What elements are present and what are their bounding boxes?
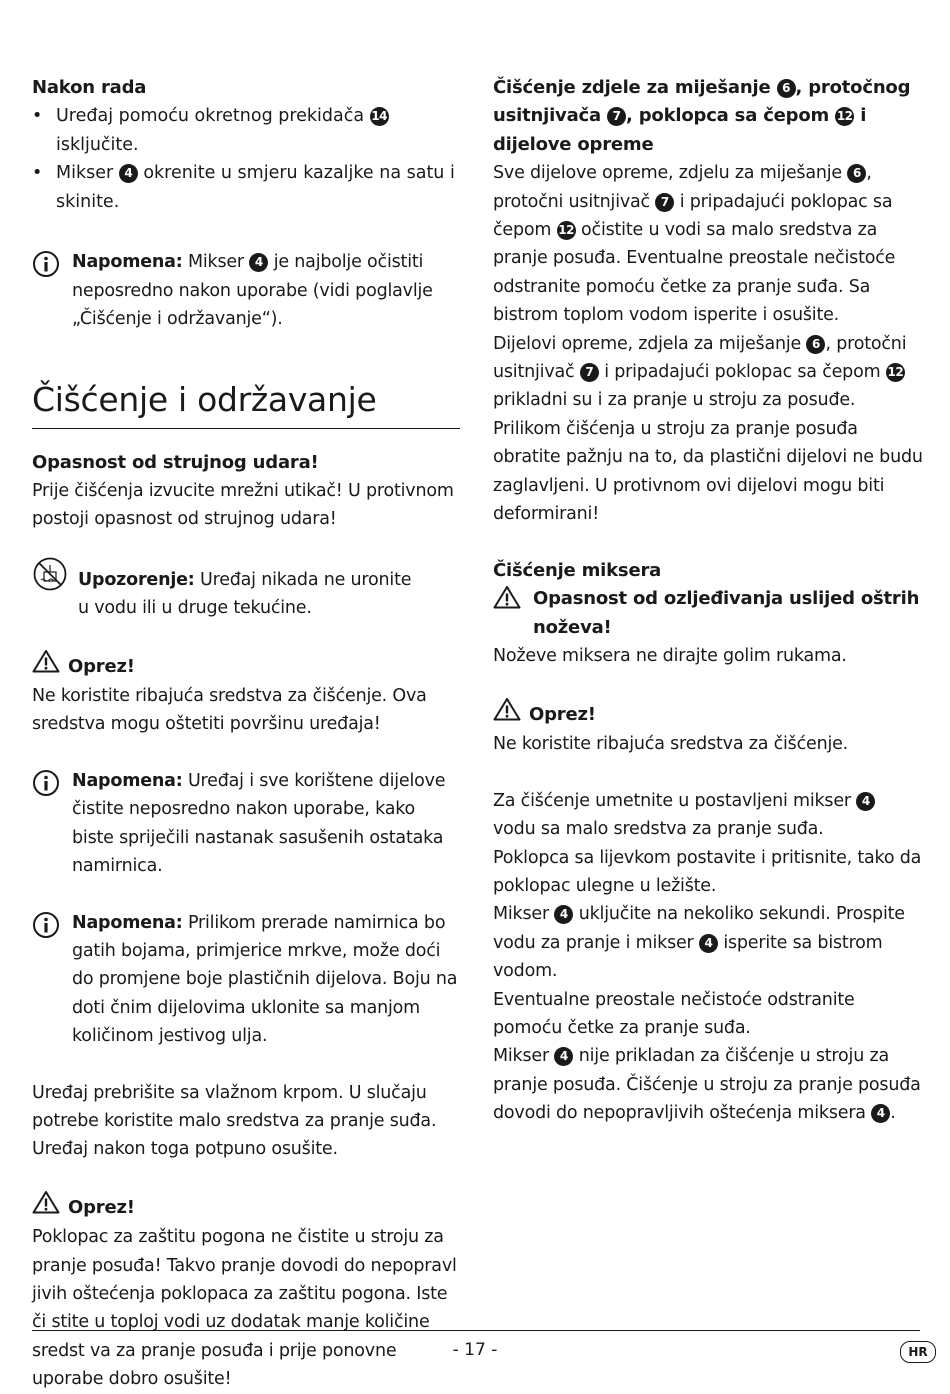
list-item: • Mikser 4 okrenite u smjeru kazaljke na satu i skinite. — [32, 163, 455, 212]
ref-number-badge: 4 — [249, 253, 268, 272]
mixer-cleaning-title: Čišćenje miksera — [493, 559, 662, 581]
ref-number-badge: 12 — [886, 363, 905, 382]
list-item: • Uređaj pomoću okretnog prekidača 14 isključite. — [32, 106, 388, 155]
info-icon — [32, 911, 60, 948]
ref-number-badge: 4 — [871, 1104, 890, 1123]
note-block: Napomena: Mikser 4 je najbolje očistiti neposredno nakon uporabe (vidi poglavlje „Čišćenje i održavanje“). — [32, 248, 460, 333]
ref-number-badge: 4 — [856, 792, 875, 811]
warning-triangle-icon — [32, 1190, 60, 1223]
note-block: Napomena: Prilikom prerade namirnica bo gatih bojama, primjerice mrkve, može doći do promjene boje plastičnih dijelova. Boju na doti čnim dijelovima uklonite sa manjom količinom jestivog ulja. — [32, 909, 460, 1051]
note-block: Napomena: Uređaj i sve korištene dijelove čistite neposredno nakon uporabe, kako biste spriječili nastanak sasušenih ostataka namirnica. — [32, 767, 460, 881]
shock-warning-title: Opasnost od strujnog udara! — [32, 451, 319, 473]
right-column — [493, 74, 923, 1128]
ref-number-badge: 4 — [554, 1047, 573, 1066]
info-icon — [32, 769, 60, 806]
knife-text: Noževe miksera ne dirajte golim rukama. — [493, 646, 847, 667]
ref-number-badge: 7 — [655, 193, 674, 212]
after-work-title: Nakon rada — [32, 77, 147, 98]
mixer-step-text: Poklopca sa lijevkom postavite i pritisnite, tako da poklopac ulegne u ležište. — [493, 847, 922, 896]
ref-number-badge: 4 — [119, 164, 138, 183]
bowl-cleaning-text: Sve dijelove opreme, zdjelu za miješanje 6 , protočni usitnjivač 7 i pripadajući poklopac sa čepom 12 očistite u vodi sa malo sredstva za pranje posuđa. Eventualne preostale nečistoće odstranite pomoću četke za pranje suđa. Sa bistrom toplom vodom isperite i osušite. — [493, 163, 896, 326]
ref-number-badge: 14 — [370, 107, 389, 126]
ref-number-badge: 4 — [554, 905, 573, 924]
ref-number-badge: 12 — [557, 221, 576, 240]
language-badge: HR — [900, 1341, 936, 1363]
after-work-list — [32, 102, 460, 216]
caution-heading: Oprez! — [32, 1190, 460, 1223]
no-immersion-icon — [32, 556, 68, 601]
ref-number-badge: 7 — [607, 107, 626, 126]
shock-warning-text: Prije čišćenja izvucite mrežni utikač! U protivnom postoji opasnost od strujnog udara! — [32, 481, 454, 530]
caution-heading: Oprez! — [493, 697, 923, 730]
knife-danger-heading: Opasnost od ozljeđivanja uslijed oštrih noževa! — [493, 585, 923, 642]
mixer-step-text: Za čišćenje umetnite u postavljeni mikser 4 vodu sa malo sredstva za pranje suđa. — [493, 787, 923, 844]
dishwasher-text: Dijelovi opreme, zdjela za miješanje 6 , protočni usitnjivač 7 i pripadajući poklopac sa čepom 12 prikladni su i za pranje u stroju za posuđe. Prilikom čišćenja u stroju za pranje posuđa obratite pažnju na to, da plastični dijelovi ne budu zaglavljeni. U protivnom ovi dijelovi mogu biti deformirani! — [493, 333, 923, 525]
mixer-step-text: Eventualne preostale nečistoće odstranite pomoću četke za pranje suđa. — [493, 989, 855, 1038]
caution-heading: Oprez! — [32, 649, 460, 682]
page-number: - 17 - — [452, 1340, 498, 1360]
mixer-step-text: Mikser 4 nije prikladan za čišćenje u stroju za pranje posuđa. Čišćenje u stroju za pranje posuđa dovodi do nepopravljivih oštećenja miksera 4 . — [493, 1046, 921, 1124]
section-title: Čišćenje i održavanje — [32, 378, 460, 429]
ref-number-badge: 4 — [699, 934, 718, 953]
immersion-warning: Upozorenje: Uređaj nikada ne uronite u vodu ili u druge tekućine. — [32, 566, 460, 623]
ref-number-badge: 6 — [806, 335, 825, 354]
mixer-step-text: Mikser 4 uključite na nekoliko sekundi. Prospite vodu za pranje i mikser 4 isperite sa bistrom vodom. — [493, 904, 905, 982]
caution-text: Ne koristite ribajuća sredstva za čišćenje. Ova sredstva mogu oštetiti površinu uređaja! — [32, 686, 427, 735]
ref-number-badge: 12 — [835, 107, 854, 126]
ref-number-badge: 6 — [777, 79, 796, 98]
bowl-cleaning-title: Čišćenje zdjele za miješanje 6 , protočnog usitnjivača 7 , poklopca sa čepom 12 i dijelove opreme — [493, 77, 911, 155]
info-icon — [32, 250, 60, 287]
caution-text: Poklopac za zaštitu pogona ne čistite u stroju za pranje posuđa! Takvo pranje dovodi do nepopravl jivih oštećenja poklopaca za zaštitu pogona. Iste či stite u toploj vodi uz dodatak manje količine sredst va za pranje posuđa i prije ponovne uporabe dobro osušite! — [32, 1227, 457, 1390]
caution-text: Ne koristite ribajuća sredstva za čišćenje. — [493, 733, 849, 754]
footer-divider — [32, 1330, 920, 1331]
wipe-text: Uređaj prebrišite sa vlažnom krpom. U slučaju potrebe koristite malo sredstva za pranje suđa. Uređaj nakon toga potpuno osušite. — [32, 1082, 437, 1160]
warning-triangle-icon — [32, 649, 60, 682]
warning-triangle-icon — [493, 585, 521, 618]
left-column — [32, 74, 460, 1394]
ref-number-badge: 6 — [847, 164, 866, 183]
ref-number-badge: 7 — [580, 363, 599, 382]
warning-triangle-icon — [493, 697, 521, 730]
